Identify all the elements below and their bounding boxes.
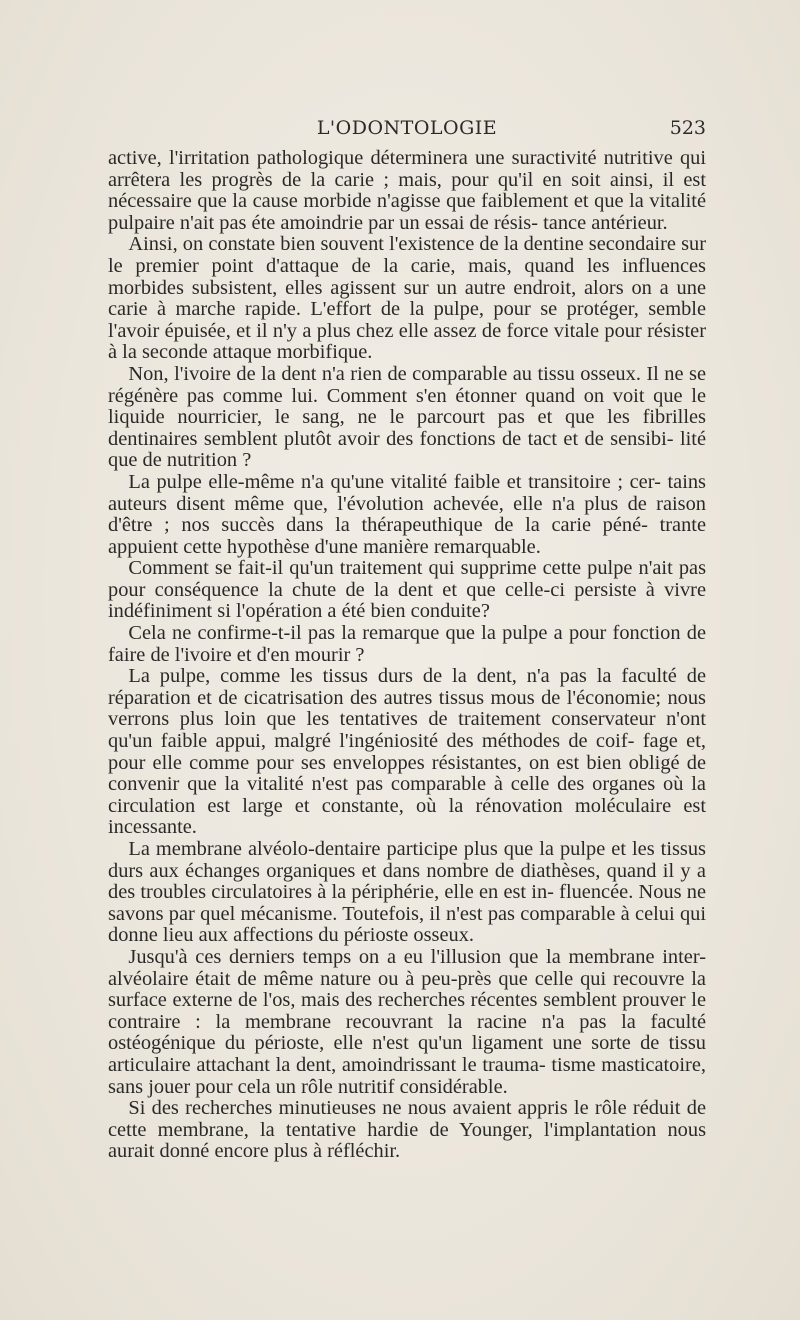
paragraph: Jusqu'à ces derniers temps on a eu l'illusion que la membrane inter-alvéolaire était de même nature ou à peu-près que celle qui recouvre la surface externe de l'os, mais des recherches récentes semblent prouver le contraire : la membrane recouvrant la racine n'a pas la faculté ostéogénique du périoste, elle n'est qu'un ligament une sorte de tissu articulaire attachant la dent, amoindrissant le trauma- tisme masticatoire, sans jouer pour cela un rôle nutritif considérable. xyxy=(108,945,706,1098)
paragraph: La pulpe elle-même n'a qu'une vitalité faible et transitoire ; cer- tains auteurs disent même que, l'évolution achevée, elle n'a plus de raison d'être ; nos succès dans la thérapeuthique de la carie péné- trante appuient cette hypothèse d'une manière remarquable. xyxy=(108,470,706,558)
page-number: 523 xyxy=(669,117,706,139)
paragraph: Non, l'ivoire de la dent n'a rien de comparable au tissu osseux. Il ne se régénère pas comme lui. Comment s'en étonner quand on voit que le liquide nourricier, le sang, ne le parcourt pas et que les fibrilles dentinaires semblent plutôt avoir des fonctions de tact et de sensibi- lité que de nutrition ? xyxy=(108,362,706,472)
paragraph: Comment se fait-il qu'un traitement qui supprime cette pulpe n'ait pas pour conséquence la chute de la dent et que celle-ci persiste à vivre indéfiniment si l'opération a été bien conduite? xyxy=(108,557,706,623)
running-title: L'ODONTOLOGIE xyxy=(316,117,498,139)
paragraph: active, l'irritation pathologique déterminera une suractivité nutritive qui arrêtera les progrès de la carie ; mais, pour qu'il en soit ainsi, il est nécessaire que la cause morbide n'agisse que faiblement et que la vitalité pulpaire n'ait pas éte amoindrie par un essai de résis- tance antérieur. xyxy=(108,147,706,234)
paragraph: La membrane alvéolo-dentaire participe plus que la pulpe et les tissus durs aux échanges organiques et dans nombre de diathèses, quand il y a des troubles circulatoires à la périphérie, elle en est in- fluencée. Nous ne savons par quel mécanisme. Toutefois, il n'est pas comparable à celui qui donne lieu aux affections du périoste osseux. xyxy=(108,838,706,947)
page-header xyxy=(108,117,706,141)
paragraph: Cela ne confirme-t-il pas la remarque que la pulpe a pour fonction de faire de l'ivoire et d'en mourir ? xyxy=(108,622,706,666)
paragraph: Si des recherches minutieuses ne nous avaient appris le rôle réduit de cette membrane, la tentative hardie de Younger, l'implantation nous aurait donné encore plus à réfléchir. xyxy=(108,1097,706,1163)
body-text xyxy=(108,148,706,1163)
paragraph: Ainsi, on constate bien souvent l'existence de la dentine secondaire sur le premier point d'attaque de la carie, mais, quand les influences morbides subsistent, elles agissent sur un autre endroit, alors on a une carie à marche rapide. L'effort de la pulpe, pour se protéger, semble l'avoir épuisée, et il n'y a plus chez elle assez de force vitale pour résister à la seconde attaque morbifique. xyxy=(108,233,706,364)
paragraph: La pulpe, comme les tissus durs de la dent, n'a pas la faculté de réparation et de cicatrisation des autres tissus mous de l'économie; nous verrons plus loin que les tentatives de traitement conservateur n'ont qu'un faible appui, malgré l'ingéniosité des méthodes de coif- fage et, pour elle comme pour ses enveloppes résistantes, on est bien obligé de convenir que la vitalité n'est pas comparable à celle des organes où la circulation est large et constante, où la rénovation moléculaire est incessante. xyxy=(108,665,706,839)
